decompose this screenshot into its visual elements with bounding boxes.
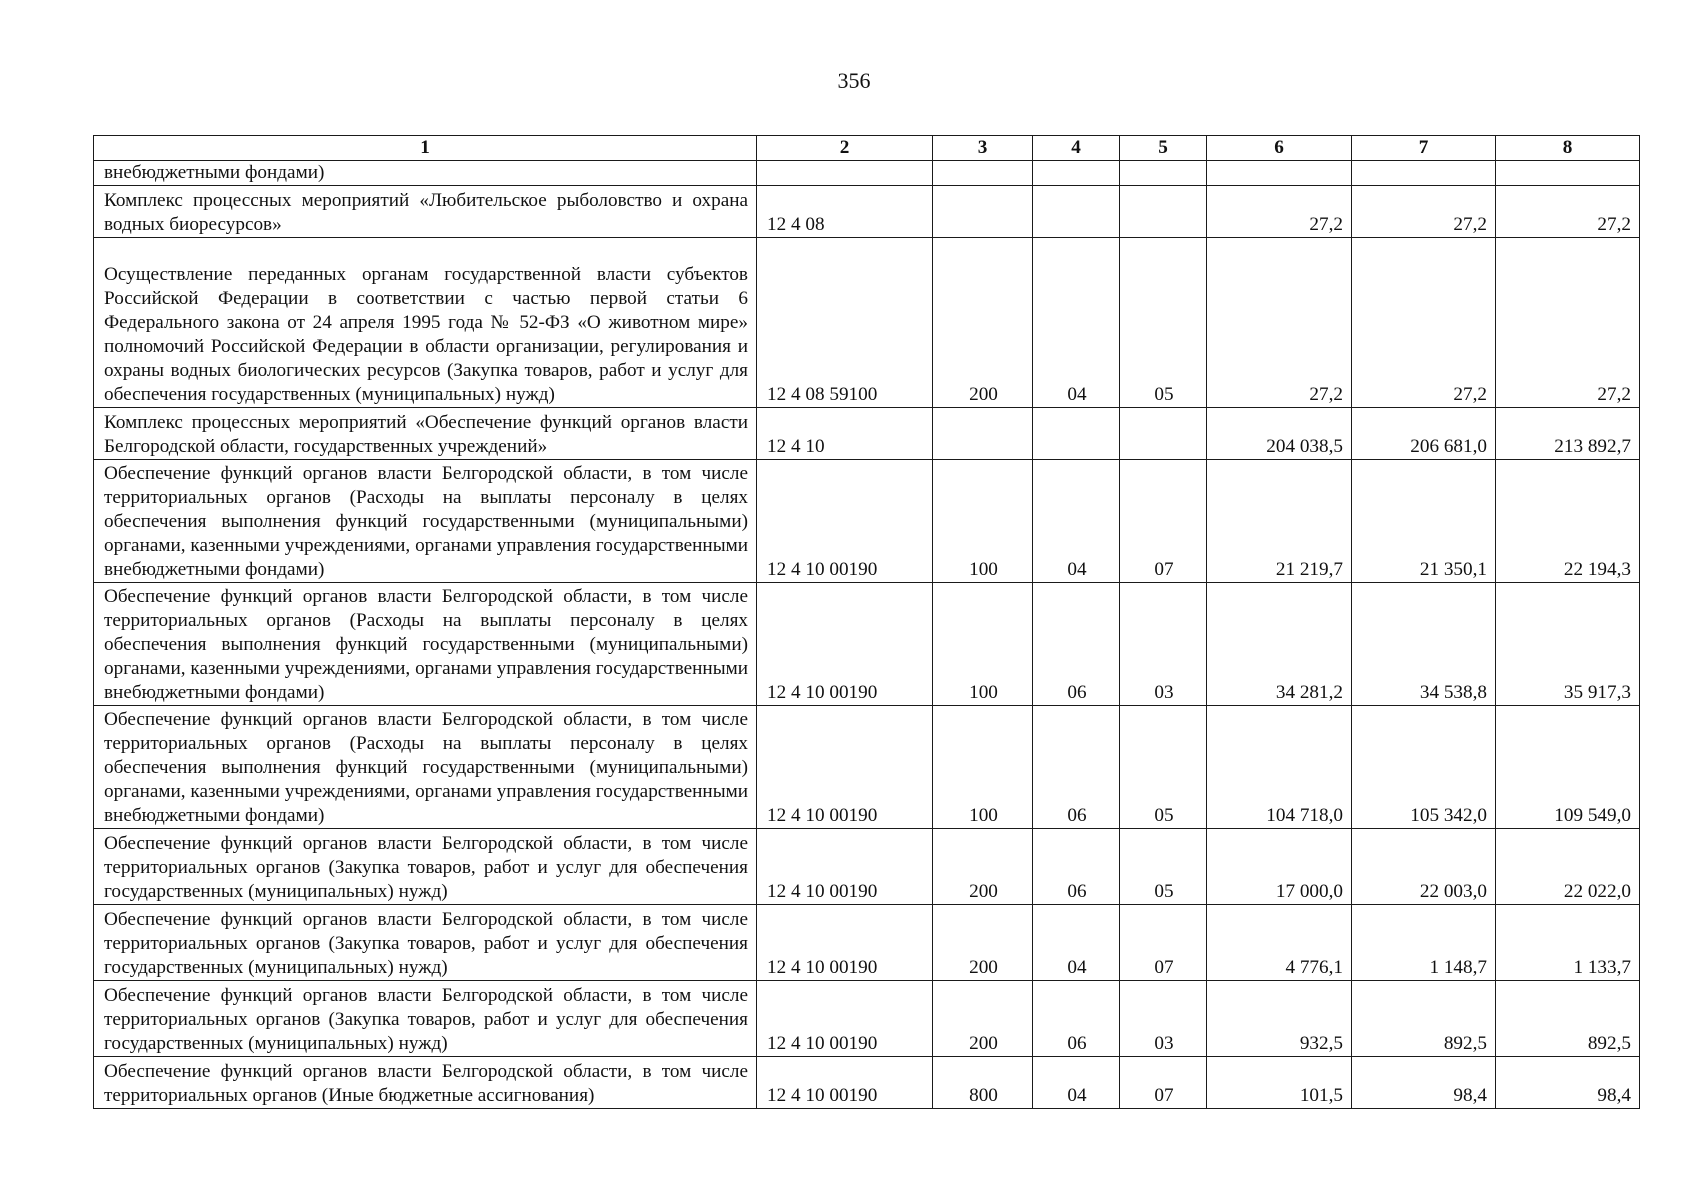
row-subsection: 03 (1120, 981, 1207, 1057)
row-section: 04 (1033, 905, 1120, 981)
table-row (94, 1057, 1640, 1109)
row-value-6: 104 718,0 (1207, 706, 1352, 829)
row-subsection: 05 (1120, 706, 1207, 829)
row-section: 06 (1033, 706, 1120, 829)
row-value-6: 34 281,2 (1207, 583, 1352, 706)
row-description: Осуществление переданных органам государственной власти субъектов Российской Федерации в соответствии с частью первой статьи 6 Федерального закона от 24 апреля 1995 года № 52-ФЗ «О животном мире» полномочий Российской Федерации в области организации, регулирования и охраны водных биологических ресурсов (Закупка товаров, работ и услуг для обеспечения государственных (муниципальных) нужд) (94, 238, 757, 408)
row-subsection (1120, 161, 1207, 186)
row-section: 04 (1033, 1057, 1120, 1109)
row-description: Комплекс процессных мероприятий «Обеспечение функций органов власти Белгородской области, государственных учреждений» (94, 408, 757, 460)
row-value-6: 932,5 (1207, 981, 1352, 1057)
table-row (94, 460, 1640, 583)
row-value-8: 35 917,3 (1496, 583, 1640, 706)
row-value-7: 34 538,8 (1352, 583, 1496, 706)
row-code: 12 4 08 59100 (757, 238, 933, 408)
row-value-6: 101,5 (1207, 1057, 1352, 1109)
row-expense-type: 100 (933, 706, 1033, 829)
row-expense-type: 200 (933, 905, 1033, 981)
row-expense-type (933, 408, 1033, 460)
row-description: Обеспечение функций органов власти Белгородской области, в том числе территориальных органов (Иные бюджетные ассигнования) (94, 1057, 757, 1109)
row-section: 06 (1033, 829, 1120, 905)
row-code: 12 4 10 00190 (757, 829, 933, 905)
row-code: 12 4 08 (757, 186, 933, 238)
row-code: 12 4 10 00190 (757, 460, 933, 583)
row-value-7: 206 681,0 (1352, 408, 1496, 460)
row-value-6: 27,2 (1207, 186, 1352, 238)
row-code (757, 161, 933, 186)
row-value-8: 98,4 (1496, 1057, 1640, 1109)
row-code: 12 4 10 00190 (757, 583, 933, 706)
column-header: 3 (933, 136, 1033, 161)
row-value-8: 27,2 (1496, 238, 1640, 408)
row-expense-type: 200 (933, 238, 1033, 408)
row-value-8: 22 022,0 (1496, 829, 1640, 905)
row-description: Обеспечение функций органов власти Белгородской области, в том числе территориальных органов (Закупка товаров, работ и услуг для обеспечения государственных (муниципальных) нужд) (94, 905, 757, 981)
row-description: Обеспечение функций органов власти Белгородской области, в том числе территориальных органов (Расходы на выплаты персоналу в целях обеспечения выполнения функций государственными (муниципальными) органами, казенными учреждениями, органами управления государственными внебюджетными фондами) (94, 706, 757, 829)
row-section: 04 (1033, 460, 1120, 583)
row-value-7: 1 148,7 (1352, 905, 1496, 981)
column-header: 1 (94, 136, 757, 161)
row-expense-type (933, 186, 1033, 238)
table-row (94, 706, 1640, 829)
row-expense-type: 100 (933, 460, 1033, 583)
row-description: Обеспечение функций органов власти Белгородской области, в том числе территориальных органов (Расходы на выплаты персоналу в целях обеспечения выполнения функций государственными (муниципальными) органами, казенными учреждениями, органами управления государственными внебюджетными фондами) (94, 460, 757, 583)
row-section: 06 (1033, 583, 1120, 706)
row-description: Комплекс процессных мероприятий «Любительское рыболовство и охрана водных биоресурсов» (94, 186, 757, 238)
row-value-7 (1352, 161, 1496, 186)
row-expense-type: 200 (933, 981, 1033, 1057)
row-value-7: 27,2 (1352, 186, 1496, 238)
table-row (94, 161, 1640, 186)
row-code: 12 4 10 (757, 408, 933, 460)
row-expense-type: 200 (933, 829, 1033, 905)
row-subsection (1120, 186, 1207, 238)
row-expense-type: 800 (933, 1057, 1033, 1109)
row-value-8: 213 892,7 (1496, 408, 1640, 460)
row-value-7: 892,5 (1352, 981, 1496, 1057)
header-row (94, 136, 1640, 161)
column-header: 8 (1496, 136, 1640, 161)
row-value-7: 21 350,1 (1352, 460, 1496, 583)
row-value-7: 105 342,0 (1352, 706, 1496, 829)
row-description: Обеспечение функций органов власти Белгородской области, в том числе территориальных органов (Закупка товаров, работ и услуг для обеспечения государственных (муниципальных) нужд) (94, 829, 757, 905)
row-section (1033, 186, 1120, 238)
column-header: 5 (1120, 136, 1207, 161)
row-subsection: 05 (1120, 238, 1207, 408)
row-value-6: 204 038,5 (1207, 408, 1352, 460)
row-subsection: 07 (1120, 1057, 1207, 1109)
table-row (94, 408, 1640, 460)
column-header: 6 (1207, 136, 1352, 161)
column-header: 7 (1352, 136, 1496, 161)
table-row (94, 981, 1640, 1057)
row-section: 04 (1033, 238, 1120, 408)
table-row (94, 186, 1640, 238)
row-value-7: 98,4 (1352, 1057, 1496, 1109)
row-value-7: 27,2 (1352, 238, 1496, 408)
row-subsection: 07 (1120, 905, 1207, 981)
table-row (94, 238, 1640, 408)
row-value-8: 22 194,3 (1496, 460, 1640, 583)
row-section (1033, 161, 1120, 186)
row-value-8: 27,2 (1496, 186, 1640, 238)
row-subsection: 07 (1120, 460, 1207, 583)
row-value-6 (1207, 161, 1352, 186)
row-description: Обеспечение функций органов власти Белгородской области, в том числе территориальных органов (Закупка товаров, работ и услуг для обеспечения государственных (муниципальных) нужд) (94, 981, 757, 1057)
row-code: 12 4 10 00190 (757, 706, 933, 829)
row-subsection: 03 (1120, 583, 1207, 706)
row-expense-type: 100 (933, 583, 1033, 706)
row-section (1033, 408, 1120, 460)
row-value-8: 892,5 (1496, 981, 1640, 1057)
row-expense-type (933, 161, 1033, 186)
row-value-7: 22 003,0 (1352, 829, 1496, 905)
table-row (94, 583, 1640, 706)
row-section: 06 (1033, 981, 1120, 1057)
row-value-6: 27,2 (1207, 238, 1352, 408)
row-description: Обеспечение функций органов власти Белгородской области, в том числе территориальных органов (Расходы на выплаты персоналу в целях обеспечения выполнения функций государственными (муниципальными) органами, казенными учреждениями, органами управления государственными внебюджетными фондами) (94, 583, 757, 706)
row-code: 12 4 10 00190 (757, 1057, 933, 1109)
row-value-6: 4 776,1 (1207, 905, 1352, 981)
page-number: 356 (837, 68, 871, 93)
table-row (94, 829, 1640, 905)
row-value-8: 109 549,0 (1496, 706, 1640, 829)
row-subsection: 05 (1120, 829, 1207, 905)
row-value-6: 21 219,7 (1207, 460, 1352, 583)
budget-table (93, 135, 1640, 1109)
column-header: 2 (757, 136, 933, 161)
row-description: внебюджетными фондами) (94, 161, 757, 186)
table-row (94, 905, 1640, 981)
row-subsection (1120, 408, 1207, 460)
row-value-8: 1 133,7 (1496, 905, 1640, 981)
row-value-6: 17 000,0 (1207, 829, 1352, 905)
column-header: 4 (1033, 136, 1120, 161)
row-code: 12 4 10 00190 (757, 981, 933, 1057)
row-value-8 (1496, 161, 1640, 186)
row-code: 12 4 10 00190 (757, 905, 933, 981)
